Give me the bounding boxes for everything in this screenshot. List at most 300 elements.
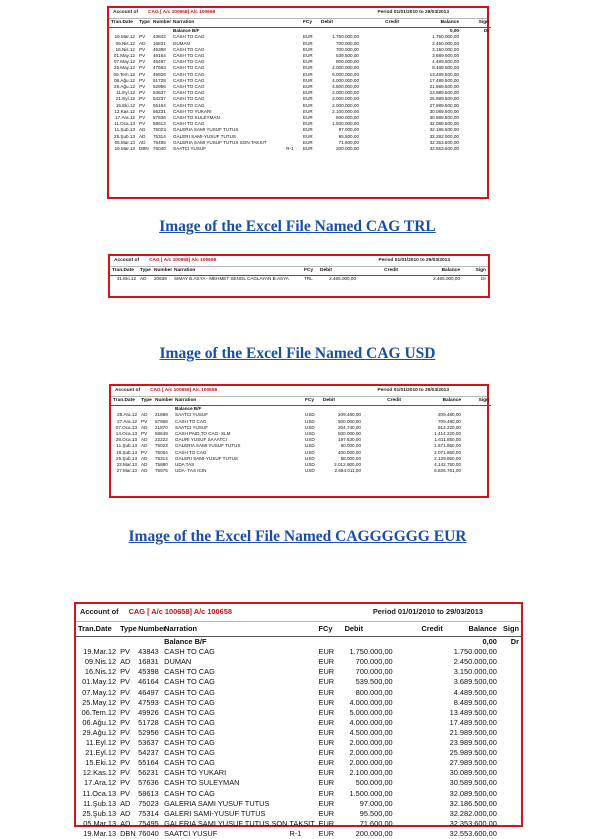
table-row bbox=[76, 698, 521, 708]
cell-date: 11.Şub.13 bbox=[114, 127, 135, 133]
cell-credit bbox=[395, 819, 445, 829]
cell-number: 57636 bbox=[153, 115, 166, 121]
cell-date: 06.Tem.12 bbox=[81, 707, 117, 717]
cell-fcy: USD bbox=[305, 424, 315, 430]
cell-fcy: EUR bbox=[318, 818, 335, 828]
cell-type: PV bbox=[139, 59, 146, 65]
cell-number: 21869 bbox=[155, 412, 168, 418]
cell-ref bbox=[274, 708, 316, 718]
balance-bf-label: Balance B/F bbox=[173, 28, 200, 34]
cell-balance: 25.989.500,00 bbox=[429, 96, 459, 102]
cell-date: 28.Oca.13 bbox=[115, 437, 137, 443]
cell-balance: 2.129.850,00 bbox=[434, 455, 461, 461]
cell-narration: CASH TO CAG bbox=[175, 418, 207, 424]
cell-number: 55164 bbox=[153, 102, 166, 108]
cell-balance: 23.989.500,00 bbox=[429, 90, 459, 96]
cell-fcy: EUR bbox=[318, 707, 335, 717]
cell-debit: 500.000,00 bbox=[338, 431, 361, 437]
cell-credit bbox=[395, 657, 445, 667]
cell-number: 75314 bbox=[153, 133, 166, 139]
col-date: Tran.Date bbox=[111, 397, 139, 406]
cell-narration: GALERIA SAMI YUSUF TUTUS bbox=[164, 798, 270, 808]
sheet-header bbox=[109, 8, 487, 19]
col-credit: Credit bbox=[395, 622, 445, 637]
cell-sign: Dr bbox=[481, 276, 486, 282]
cell-debit: 209.480,00 bbox=[338, 412, 361, 418]
cell-type: PV bbox=[120, 768, 130, 778]
cell-number: 16831 bbox=[138, 657, 159, 667]
cell-balance: 32.089.500,00 bbox=[449, 788, 497, 798]
cell-number: 51728 bbox=[153, 77, 166, 83]
cell-sign bbox=[499, 809, 521, 819]
cell-type: DBN bbox=[139, 146, 149, 152]
cell-debit: 500.000,00 bbox=[336, 115, 359, 121]
cell-date: 25.May.12 bbox=[82, 697, 117, 707]
ledger-table bbox=[110, 267, 488, 282]
cell-narration: CASH TO SULEYMAN bbox=[164, 778, 240, 788]
cell-fcy: EUR bbox=[318, 828, 335, 838]
cell-narration: GALERI SAMI-YUSUF TUTUS bbox=[164, 808, 266, 818]
col-date: Tran.Date bbox=[110, 267, 138, 276]
cell-date: 11.Eyl.12 bbox=[85, 738, 117, 748]
cell-debit: 2.100.000,00 bbox=[349, 768, 393, 778]
cell-number: 75023 bbox=[155, 443, 168, 449]
ledger-table bbox=[76, 622, 521, 839]
cell-date: 25.Şub.13 bbox=[116, 455, 137, 461]
balance-bf-label: Balance B/F bbox=[164, 637, 207, 647]
cell-sign bbox=[499, 748, 521, 758]
cell-sign bbox=[499, 758, 521, 768]
cell-narration: CASH TO CAG bbox=[175, 449, 207, 455]
balance-bf-sign: Dr bbox=[483, 28, 489, 34]
cell-narration: CASH TO CAG bbox=[173, 46, 205, 52]
cell-debit: 500.000,00 bbox=[338, 418, 361, 424]
table-row bbox=[76, 748, 521, 758]
table-row bbox=[111, 468, 491, 474]
col-type: Type bbox=[118, 622, 136, 637]
cell-sign bbox=[499, 667, 521, 677]
col-fcy: FCy bbox=[302, 267, 318, 276]
col-number: Number bbox=[153, 397, 173, 406]
cell-fcy: EUR bbox=[303, 84, 313, 90]
cell-fcy: EUR bbox=[303, 46, 313, 52]
cell-sign bbox=[499, 698, 521, 708]
balance-bf-label: Balance B/F bbox=[175, 406, 202, 412]
cell-balance: 709.480,00 bbox=[438, 418, 461, 424]
cell-balance: 4.142.750,00 bbox=[434, 462, 461, 468]
cell-ref bbox=[274, 799, 316, 809]
cell-balance: 3.150.000,00 bbox=[432, 46, 459, 52]
cell-type: PV bbox=[139, 77, 146, 83]
cell-balance: 30.589.500,00 bbox=[449, 778, 497, 788]
cell-fcy: EUR bbox=[318, 677, 335, 687]
cell-credit bbox=[395, 799, 445, 809]
cell-number: 52956 bbox=[138, 727, 159, 737]
cell-number: 16831 bbox=[153, 40, 166, 46]
cell-number: 47593 bbox=[138, 697, 159, 707]
cell-ref bbox=[274, 809, 316, 819]
cell-ref bbox=[274, 738, 316, 748]
cell-fcy: USD bbox=[305, 468, 315, 474]
cell-debit: 1.750.000,00 bbox=[332, 34, 359, 40]
cell-balance: 13.489.500,00 bbox=[429, 71, 459, 77]
caption-usd: Image of the Excel File Named CAG USD bbox=[159, 345, 436, 362]
cell-debit: 97.000,00 bbox=[359, 798, 393, 808]
cell-credit bbox=[395, 708, 445, 718]
cell-date: 09.Nis.12 bbox=[84, 657, 117, 667]
cell-fcy: EUR bbox=[318, 798, 335, 808]
period-label: Period 01/01/2010 to 29/03/2013 bbox=[378, 257, 450, 263]
cell-debit: 539.500,00 bbox=[336, 53, 359, 59]
cell-number: 45398 bbox=[153, 46, 166, 52]
cell-ref bbox=[274, 748, 316, 758]
cell-balance: 209.480,00 bbox=[438, 412, 461, 418]
ledger-body bbox=[110, 276, 488, 283]
cell-fcy: EUR bbox=[318, 687, 335, 697]
cell-number: 20639 bbox=[154, 276, 167, 282]
cell-date: 12.Kas.12 bbox=[114, 108, 135, 114]
table-row bbox=[76, 657, 521, 667]
cell-debit: 800.000,00 bbox=[355, 687, 393, 697]
cell-narration: CASH TO CAG bbox=[173, 53, 205, 59]
cell-fcy: USD bbox=[305, 455, 315, 461]
cell-debit: 2.100.000,00 bbox=[332, 108, 359, 114]
table-header-row bbox=[111, 397, 491, 406]
cell-type: PV bbox=[120, 727, 130, 737]
cell-fcy: USD bbox=[305, 437, 315, 443]
cell-date: 18.Şub.13 bbox=[116, 449, 137, 455]
cell-number: 75495 bbox=[153, 139, 166, 145]
cell-credit bbox=[395, 768, 445, 778]
col-debit: Debit bbox=[343, 622, 395, 637]
cell-date: 27.Mar.13 bbox=[116, 468, 137, 474]
cell-debit: 200.000,00 bbox=[355, 828, 393, 838]
cell-number: 75023 bbox=[153, 127, 166, 133]
cell-debit: 71.600,00 bbox=[359, 818, 393, 828]
cell-narration: SAATCI YUSUF bbox=[175, 412, 209, 418]
table-header-row bbox=[109, 19, 491, 28]
cell-type: AD bbox=[139, 133, 146, 139]
cell-balance: 3.689.500,00 bbox=[432, 53, 459, 59]
eur-sheet-top bbox=[107, 6, 489, 199]
col-narration: Narration bbox=[162, 622, 274, 637]
cell-narration: SAATCI YUSUF bbox=[164, 828, 218, 838]
cell-balance: 32.089.500,00 bbox=[429, 121, 459, 127]
cell-ref bbox=[274, 698, 316, 708]
cell-type: PV bbox=[120, 788, 130, 798]
table-header-row bbox=[76, 622, 521, 637]
balance-bf-row bbox=[111, 406, 491, 413]
cell-fcy: EUR bbox=[303, 127, 313, 133]
cell-number: 51728 bbox=[138, 717, 159, 727]
cell-debit: 700.000,00 bbox=[355, 657, 393, 667]
cell-sign bbox=[499, 819, 521, 829]
cell-balance: 27.989.500,00 bbox=[429, 102, 459, 108]
cell-narration: CASH TO CAG bbox=[173, 84, 205, 90]
cell-date: 21.Eyl.12 bbox=[115, 96, 135, 102]
cell-number: 55164 bbox=[138, 758, 159, 768]
cell-number: 75314 bbox=[155, 455, 168, 461]
cell-debit: 5.000.000,00 bbox=[349, 707, 393, 717]
cell-balance: 32.186.500,00 bbox=[429, 127, 459, 133]
cell-debit: 4.000.000,00 bbox=[349, 717, 393, 727]
cell-balance: 1.750.000,00 bbox=[453, 647, 497, 657]
sheet-header bbox=[110, 256, 488, 267]
cell-ref bbox=[274, 768, 316, 778]
col-number: Number bbox=[151, 19, 171, 28]
cell-number: 43843 bbox=[138, 647, 159, 657]
cell-balance: 17.489.500,00 bbox=[449, 717, 497, 727]
cell-debit: 4.500.000,00 bbox=[332, 84, 359, 90]
ledger-body bbox=[111, 406, 491, 475]
cell-number: 57968 bbox=[155, 418, 168, 424]
cell-narration: GALERIA SAMI YUSUF TUTUS bbox=[175, 443, 241, 449]
cell-debit: 700.000,00 bbox=[355, 667, 393, 677]
cell-narration: SIMAY B.ASYA - MEHMET SENOL CAGLAYAN B.ASYA bbox=[174, 276, 289, 282]
cell-narration: CASH TO CAG bbox=[173, 65, 205, 71]
col-credit: Credit bbox=[363, 397, 403, 406]
cell-ref bbox=[274, 789, 316, 799]
cell-number: 58613 bbox=[153, 121, 166, 127]
cell-sign bbox=[499, 728, 521, 738]
ledger-body bbox=[76, 637, 521, 839]
cell-date: 11.Oca.13 bbox=[114, 121, 135, 127]
cell-balance: 1.750.000,00 bbox=[432, 34, 459, 40]
cell-type: AD bbox=[141, 424, 148, 430]
table-row bbox=[76, 789, 521, 799]
cell-ref bbox=[274, 667, 316, 677]
cell-narration: CASH TO CAG bbox=[173, 121, 205, 127]
cell-narration: CASH TO CAG bbox=[164, 677, 215, 687]
cell-debit: 71.600,00 bbox=[338, 139, 359, 145]
cell-fcy: USD bbox=[305, 462, 315, 468]
cell-narration: CASH TO YUKARI bbox=[164, 768, 227, 778]
cell-narration: GALERI SAMI-YUSUF TUTUS bbox=[175, 455, 238, 461]
cell-fcy: EUR bbox=[318, 738, 335, 748]
cell-fcy: EUR bbox=[303, 59, 313, 65]
cell-narration: CASH TO CAG bbox=[164, 727, 215, 737]
cell-sign bbox=[499, 799, 521, 809]
sheet-header bbox=[111, 386, 487, 397]
cell-type: PV bbox=[141, 449, 148, 455]
cell-debit: 97.000,00 bbox=[338, 127, 359, 133]
cell-debit: 800.000,00 bbox=[336, 59, 359, 65]
cell-narration: DUMAN bbox=[173, 40, 190, 46]
cell-balance: 2.450.000,00 bbox=[453, 657, 497, 667]
cell-fcy: EUR bbox=[303, 146, 313, 152]
table-row bbox=[109, 146, 491, 152]
cell-fcy: USD bbox=[305, 418, 315, 424]
table-row bbox=[76, 688, 521, 698]
cell-credit bbox=[395, 667, 445, 677]
cell-balance: 21.989.500,00 bbox=[429, 84, 459, 90]
col-debit: Debit bbox=[321, 397, 363, 406]
cell-type: PV bbox=[139, 34, 146, 40]
cell-balance: 27.989.500,00 bbox=[449, 758, 497, 768]
period-label: Period 01/01/2010 to 29/03/2013 bbox=[377, 387, 449, 393]
cell-balance: 2.450.000,00 bbox=[432, 40, 459, 46]
cell-fcy: EUR bbox=[303, 133, 313, 139]
col-balance: Balance bbox=[445, 622, 499, 637]
cell-sign bbox=[499, 738, 521, 748]
cell-sign bbox=[499, 778, 521, 788]
cell-fcy: EUR bbox=[318, 788, 335, 798]
cell-balance: 32.353.600,00 bbox=[429, 139, 459, 145]
cell-debit: 58.000,00 bbox=[340, 455, 361, 461]
cell-fcy: EUR bbox=[318, 808, 335, 818]
cell-number: 75023 bbox=[138, 798, 159, 808]
cell-number: 46164 bbox=[153, 53, 166, 59]
col-credit: Credit bbox=[361, 19, 401, 28]
cell-type: AD bbox=[141, 455, 148, 461]
cell-sign bbox=[499, 708, 521, 718]
cell-fcy: EUR bbox=[303, 40, 313, 46]
cell-balance: 4.489.500,00 bbox=[453, 687, 497, 697]
cell-type: PV bbox=[139, 71, 146, 77]
cell-date: 22.Mar.13 bbox=[116, 462, 137, 468]
cell-debit: 2.012.900,00 bbox=[334, 462, 361, 468]
cell-narration: CASH TO CAG bbox=[173, 96, 205, 102]
cell-date: 07.May.12 bbox=[113, 59, 135, 65]
cell-ref bbox=[274, 728, 316, 738]
cell-sign bbox=[499, 768, 521, 778]
cell-debit: 95.500,00 bbox=[359, 808, 393, 818]
cell-date: 11.Oca.13 bbox=[82, 788, 117, 798]
cell-debit: 4.000.000,00 bbox=[332, 65, 359, 71]
cell-number: 75314 bbox=[138, 808, 159, 818]
cell-sign bbox=[499, 688, 521, 698]
table-row bbox=[76, 728, 521, 738]
cell-type: PV bbox=[120, 748, 130, 758]
cell-credit bbox=[363, 468, 403, 474]
cell-debit: 539.500,00 bbox=[355, 677, 393, 687]
cell-date: 25.Şub.13 bbox=[82, 808, 117, 818]
cell-fcy: USD bbox=[305, 431, 315, 437]
cell-narration: CASH TO CAG bbox=[173, 77, 205, 83]
cell-type: PV bbox=[139, 115, 146, 121]
cell-type: PV bbox=[120, 707, 130, 717]
cell-debit: 60.000,00 bbox=[340, 443, 361, 449]
cell-type: AD bbox=[120, 657, 131, 667]
cell-number: 54237 bbox=[153, 96, 166, 102]
cell-type: PV bbox=[120, 758, 130, 768]
table-row bbox=[76, 799, 521, 809]
cell-debit: 4.000.000,00 bbox=[349, 697, 393, 707]
cell-narration: CASH TO CAG bbox=[173, 90, 205, 96]
cell-ref bbox=[274, 677, 316, 687]
cell-debit: 2.000.000,00 bbox=[349, 748, 393, 758]
cell-number: 75975 bbox=[155, 468, 168, 474]
cell-fcy: EUR bbox=[318, 657, 335, 667]
cell-sign bbox=[463, 468, 491, 474]
cell-narration: CASH TO CAG bbox=[173, 59, 205, 65]
cell-ref: R-1 bbox=[289, 828, 302, 838]
cell-date: 25.Şub.13 bbox=[114, 133, 135, 139]
table-row bbox=[76, 758, 521, 768]
col-balance: Balance bbox=[403, 397, 463, 406]
cell-type: PV bbox=[120, 667, 130, 677]
cell-fcy: EUR bbox=[303, 139, 313, 145]
cell-number: 45398 bbox=[138, 667, 159, 677]
cell-narration: CASH TO CAG bbox=[164, 738, 215, 748]
cell-fcy: EUR bbox=[318, 667, 335, 677]
cell-type: PV bbox=[120, 738, 130, 748]
cell-debit: 1.500.000,00 bbox=[332, 121, 359, 127]
cell-balance: 4.489.500,00 bbox=[432, 59, 459, 65]
cell-balance: 6.826.761,00 bbox=[434, 468, 461, 474]
cell-narration: CASH TO CAG bbox=[164, 647, 215, 657]
cell-date: 06.Ağu.12 bbox=[82, 717, 117, 727]
cell-date: 06.Tem.12 bbox=[113, 71, 135, 77]
cell-debit: 95.500,00 bbox=[338, 133, 359, 139]
cell-balance: 1.671.850,00 bbox=[434, 443, 461, 449]
cell-fcy: TRL bbox=[304, 276, 313, 282]
account-label: Account of bbox=[114, 257, 140, 263]
cell-number: 58649 bbox=[155, 431, 168, 437]
balance-bf-row bbox=[109, 28, 491, 35]
cell-type: PV bbox=[120, 778, 130, 788]
cell-date: 11.Şub.13 bbox=[116, 443, 137, 449]
col-type: Type bbox=[139, 397, 153, 406]
cell-number: 46497 bbox=[153, 59, 166, 65]
cell-fcy: EUR bbox=[303, 121, 313, 127]
cell-debit: 204.740,00 bbox=[338, 424, 361, 430]
cell-fcy: EUR bbox=[318, 647, 335, 657]
trl-sheet bbox=[108, 254, 490, 298]
cell-number: 46164 bbox=[138, 677, 159, 687]
cell-fcy: EUR bbox=[318, 768, 335, 778]
cell-narration: GALERI SAMI-YUSUF TUTUS bbox=[173, 133, 236, 139]
cell-debit: 2.684.011,00 bbox=[334, 468, 361, 474]
cell-sign bbox=[499, 647, 521, 657]
cell-date: 29.Ağu.12 bbox=[82, 727, 117, 737]
cell-type: PV bbox=[139, 84, 146, 90]
ledger-table bbox=[111, 397, 491, 474]
table-row bbox=[76, 768, 521, 778]
cell-ref bbox=[274, 718, 316, 728]
col-sign: Sign bbox=[462, 267, 488, 276]
cell-ref bbox=[274, 657, 316, 667]
cell-balance: 30.089.500,00 bbox=[449, 768, 497, 778]
cell-date: 05.Mar.13 bbox=[83, 818, 117, 828]
col-balance: Balance bbox=[400, 267, 462, 276]
cell-narration: CASH TO CAG bbox=[164, 717, 215, 727]
cell-narration: CASH TO CAG bbox=[164, 707, 215, 717]
cell-number: 76040 bbox=[153, 146, 166, 152]
cell-type: PV bbox=[141, 431, 148, 437]
cell-type: DBN bbox=[120, 828, 136, 838]
cell-date: 11.Şub.13 bbox=[82, 798, 117, 808]
caption-trl: Image of the Excel File Named CAG TRL bbox=[159, 218, 436, 235]
cell-type: AD bbox=[140, 276, 147, 282]
cell-narration: UDA TAS bbox=[175, 462, 195, 468]
sheet-header bbox=[76, 604, 521, 622]
ledger-body bbox=[109, 28, 491, 153]
cell-number: 53637 bbox=[153, 90, 166, 96]
ledger-table bbox=[109, 19, 491, 152]
cell-credit bbox=[395, 829, 445, 839]
table-row bbox=[76, 778, 521, 788]
account-label: Account of bbox=[115, 387, 141, 393]
cell-type: AD bbox=[120, 798, 131, 808]
table-row bbox=[76, 809, 521, 819]
account-label: Account of bbox=[113, 9, 139, 15]
cell-date: 25.May.12 bbox=[113, 65, 135, 71]
cell-number: 56231 bbox=[138, 768, 159, 778]
cell-type: AD bbox=[141, 443, 148, 449]
cell-debit: 5.000.000,00 bbox=[332, 71, 359, 77]
balance-bf-sign: Dr bbox=[510, 637, 519, 647]
